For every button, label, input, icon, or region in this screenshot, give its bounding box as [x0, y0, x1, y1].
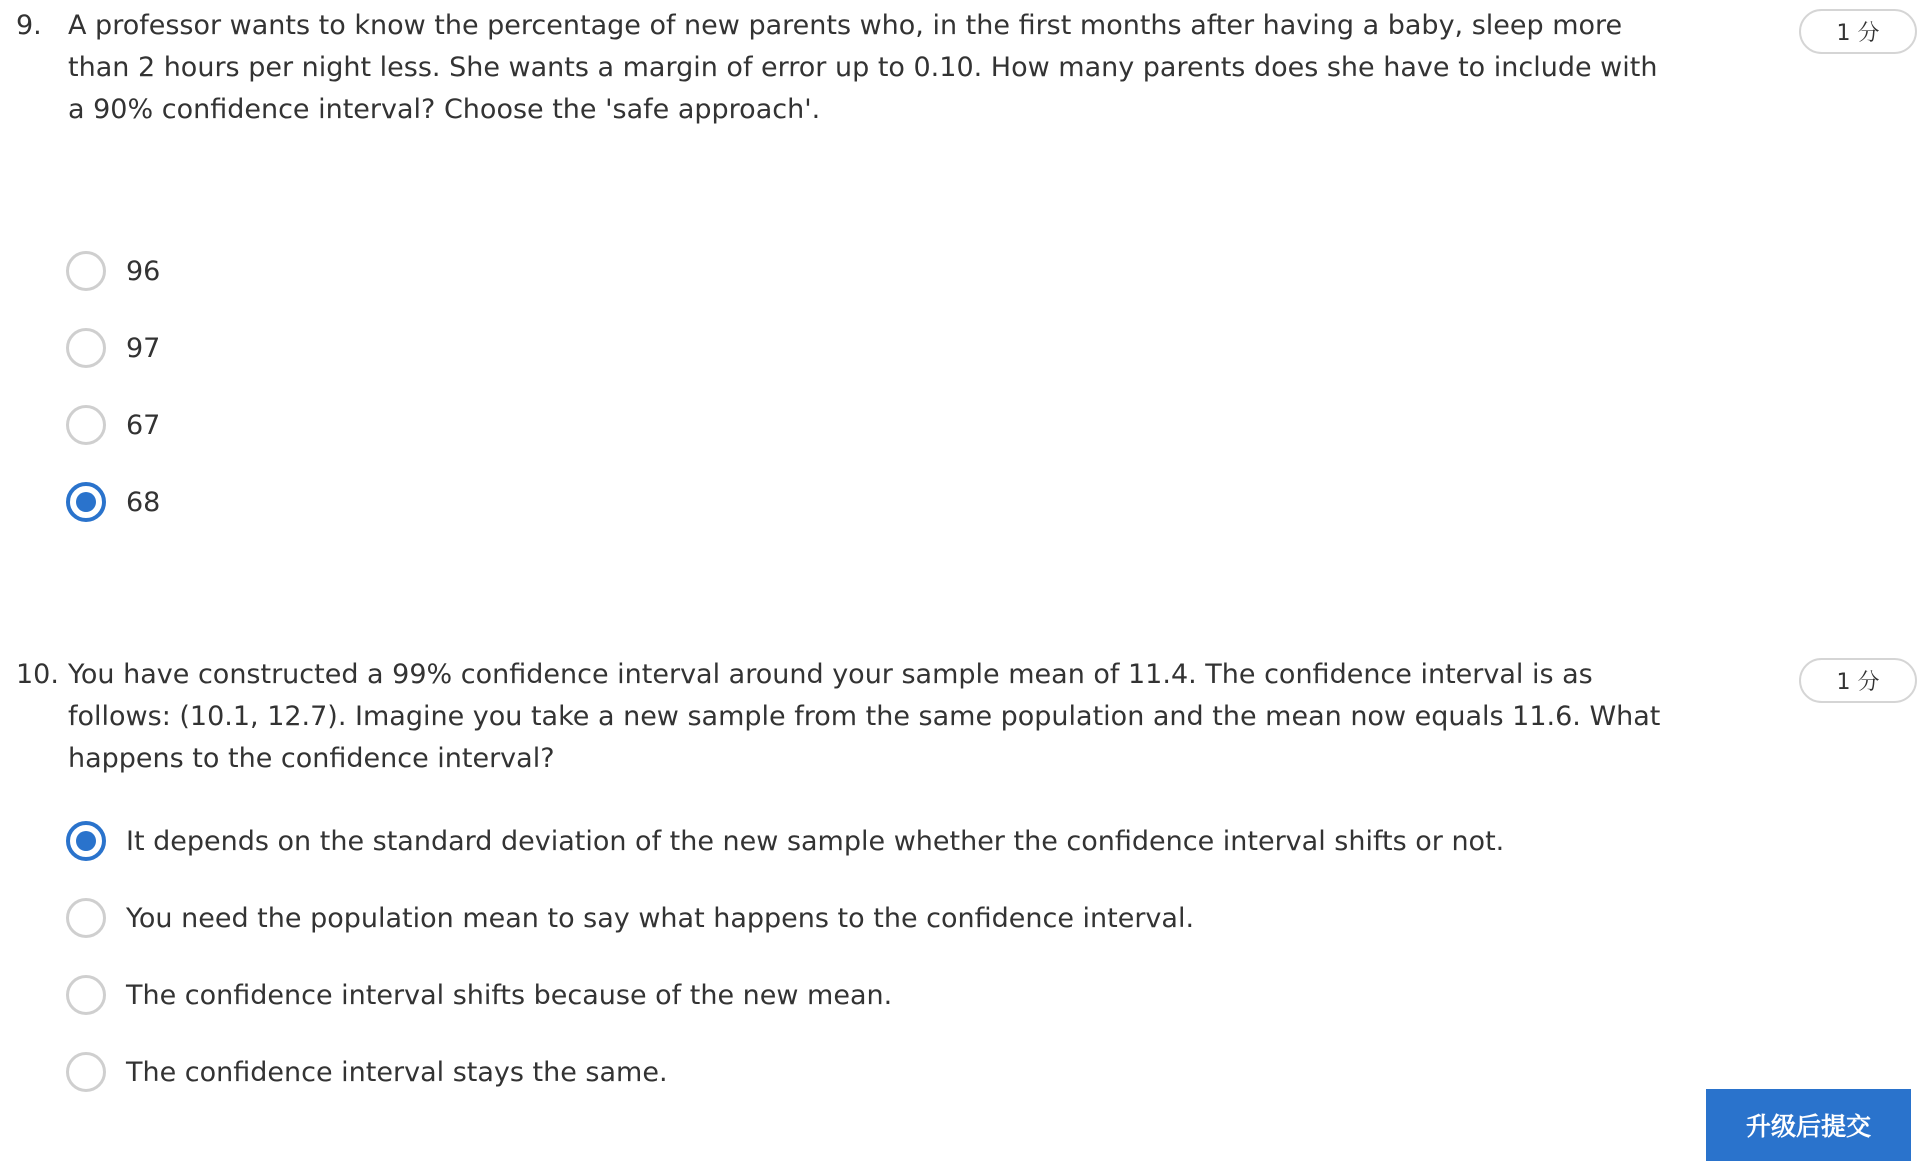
- question-text: You have constructed a 99% confidence interval around your sample mean of 11.4. The confidence interval is as follows: (10.1, 12.7). Imagine you take a new sample from the same population and the mean now equals 11.6. What happens to the confidence interval?: [68, 659, 1661, 774]
- option-depends-on-standard-deviation[interactable]: [66, 819, 1504, 863]
- option-label: The confidence interval shifts because of the new mean.: [126, 979, 893, 1011]
- option-label: It depends on the standard deviation of the new sample whether the confidence interval shifts or not.: [126, 825, 1505, 857]
- question-text: A professor wants to know the percentage of new parents who, in the first months after having a baby, sleep more than 2 hours per night less. She wants a margin of error up to 0.10. How many parents does she have to include with a 90% confidence interval? Choose the 'safe approach'.: [68, 10, 1658, 125]
- option-label: 97: [126, 332, 161, 364]
- option-97[interactable]: [66, 326, 160, 370]
- option-96[interactable]: [66, 249, 160, 293]
- option-68[interactable]: [66, 480, 160, 524]
- question-number: 10.: [16, 659, 59, 690]
- submit-button[interactable]: 升级后提交: [1706, 1089, 1911, 1161]
- option-label: 96: [126, 255, 161, 287]
- radio-button[interactable]: [66, 405, 106, 445]
- option-interval-shifts[interactable]: [66, 973, 892, 1017]
- radio-button[interactable]: [66, 975, 106, 1015]
- radio-button[interactable]: [66, 251, 106, 291]
- option-label: The confidence interval stays the same.: [126, 1056, 668, 1088]
- question-number: 9.: [16, 10, 42, 41]
- radio-button-selected[interactable]: [66, 821, 106, 861]
- option-label: 68: [126, 486, 161, 518]
- option-interval-stays-same[interactable]: [66, 1050, 668, 1094]
- points-badge: 1 分: [1799, 9, 1917, 54]
- option-need-population-mean[interactable]: [66, 896, 1194, 940]
- radio-button[interactable]: [66, 1052, 106, 1092]
- radio-button[interactable]: [66, 898, 106, 938]
- option-67[interactable]: [66, 403, 160, 447]
- radio-button-selected[interactable]: [66, 482, 106, 522]
- radio-button[interactable]: [66, 328, 106, 368]
- option-label: You need the population mean to say what happens to the confidence interval.: [126, 902, 1195, 934]
- option-label: 67: [126, 409, 161, 441]
- points-badge: 1 分: [1799, 658, 1917, 703]
